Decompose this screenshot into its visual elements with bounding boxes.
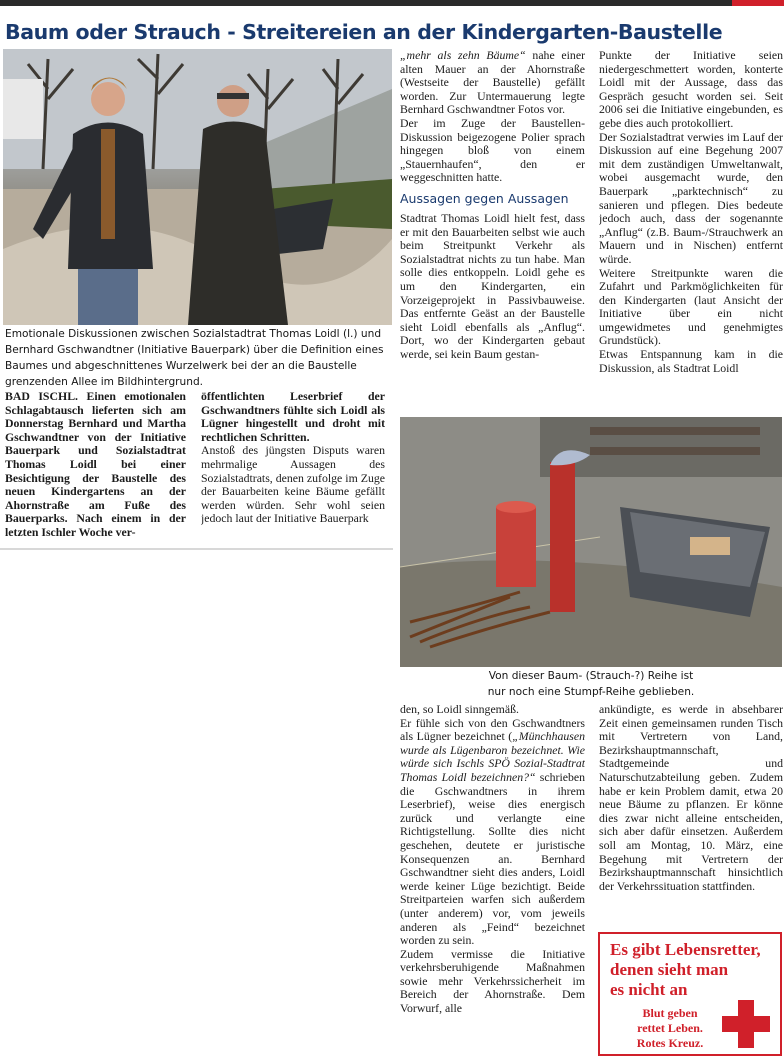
caption-line: Von dieser Baum- (Strauch-?) Reihe ist [488,670,694,682]
photo-discussion-graphic [3,49,392,325]
photo-caption-2 [400,668,782,700]
article-column-6 [599,703,783,928]
article-paragraph: Der im Zuge der Baustellen-Diskussion beigezogene Polier sprach hingegen bloß von einem „Stauernhaufen“, den er weggeschnitten hatte. [400,115,585,185]
article-paragraph [400,717,585,948]
page-fold [0,548,393,550]
article-column-1 [5,390,186,540]
article-text: Er fühle sich von den Gschwandtners als Lügner bezeichnet ( [400,715,585,744]
photo-discussion [3,49,392,325]
ad-headline [610,940,780,1000]
headline: Baum oder Strauch - Streitereien an der Kindergarten-Baustelle [5,20,723,44]
caption-line: nur noch eine Stumpf-Reihe geblieben. [487,686,695,698]
quote: „Münchhausen wurde als Lügenbaron bezeichnet. Wie würde sich Ischls SPÖ Sozial-Stadtrat Thomas Loidl bezeichnen?“ [400,729,585,784]
article-paragraph: Etwas Entspannung kam in die Diskussion, als Stadtrat Loidl [599,347,783,375]
red-cross-icon [722,1000,770,1048]
article-column-3 [400,49,585,411]
article-lead-continued: öffentlichten Leserbrief der Gschwandtners fühlte sich Loidl als Lügner hingestellt und droht mit rechtlichen Schritten. [201,390,385,444]
ad-slogan-line: rettet Leben. [637,1021,703,1035]
article-column-5 [400,703,585,1061]
photo-caption: Emotionale Diskussionen zwischen Sozialstadtrat Thomas Loidl (l.) und Bernhard Gschwandtner (Initiative Bauerpark) über die Definition eines Baumes und abgeschnittenes Wurzelwerk bei der an die Baustelle grenzenden Allee im Bildhintergrund. [5,328,384,388]
article-lead: BAD ISCHL. Einen emotionalen Schlagabtausch lieferten sich am Donnerstag Bernhard und Martha Gschwandtner von der Initiative Bauerpark und Sozialstadtrat Thomas Loidl bei einer Besichtigung der Baustelle des neuen Kindergartens an der Ahornstraße am Fuße des Bauerparks. Nach einem in der letzten Ischler Woche ver- [5,390,186,539]
article-paragraph: Stadtrat Thomas Loidl hielt fest, dass er mit den Bauarbeiten selbst wie auch beim Streitpunkt Verkehr als Sozialstadtrat nichts zu tun habe. Man solle dies entkoppeln. Loidl gehe es um den Kindergarten, ein Vorzeigeprojekt in Passivbauweise. Das entfernte Geäst an der Baustelle sieht Loidl ebenfalls als „Anflug“. Dort, wo der Kindergarten gebaut werde, sei kein Baum gestan- [400,210,585,361]
article-paragraph: Punkte der Initiative seien niedergeschmettert worden, konterte Loidl mit der Aussage, dass das Gespräch gesucht worden sei. Seit 2006 sei die Initiative eingebunden, es gebe dies auch protokolliert. [599,49,783,130]
article-column-4 [599,49,783,411]
article-paragraph: Weitere Streitpunkte waren die Zufahrt und Parkmöglichkeiten für den Kindergarten (laut Ansicht der Initiative über ein nicht umgewidmetes und genehmigtes Grundstück). [599,265,783,348]
ad-headline-line: denen sieht man [610,960,729,979]
photo-stumps [400,417,782,667]
header-rule [0,0,784,6]
subheading: Aussagen gegen Aussagen [400,190,569,206]
article-paragraph: Zudem vermisse die Initiative verkehrsberuhigende Maßnahmen sowie mehr Verkehrssicherheit im Bereich der Ahornstraße. Dem Vorwurf, alle [400,946,585,1016]
ad-headline-line: Es gibt Lebensretter, [610,940,761,959]
quote: „mehr als zehn Bäume“ [400,49,526,62]
ad-slogan-line: Rotes Kreuz. [636,1036,704,1050]
article-text: nahe einer alten Mauer an der Ahornstraße (Westseite der Baustelle) gefällt worden. Zur Untermauerung legte Bernhard Gschwandtner Fotos vor. [400,49,585,117]
photo-stumps-graphic [400,417,782,667]
article-paragraph: Anstoß des jüngsten Disputs waren mehrmalige Aussagen des Sozialstadtrats, denen zufolge im Zuge der Bauarbeiten keine Bäume gefällt werden würden. Sehr wohl seien jedoch laut der Initiative Bauerpark [201,443,385,526]
article-paragraph: den, so Loidl sinngemäß. [400,703,519,716]
article-paragraph: Der Sozialstadtrat verwies im Lauf der Diskussion auf eine Begehung 2007 mit dem zuständigen Umweltanwalt, wobei ausgemacht wurde, den Bauerpark „parktechnisch“ zu sanieren und pflegen. Dies bedeute jedoch auch, dass der sogenannte „Anflug“ (z.B. Baum-/Strauchwerk an Mauern und in Nischen) entfernt würde. [599,129,783,266]
article-paragraph [400,49,585,117]
ad-slogan [620,1006,720,1051]
article-paragraph: ankündigte, es werde in absehbarer Zeit einen gemeinsamen runden Tisch mit Vertretern von Land, Bezirkshauptmannschaft, Stadtgemeinde und Naturschutzabteilung geben. Zudem habe er kein Problem damit, etwa 20 neue Bäume zu pflanzen. Er könne dies zwar nicht alleine entscheiden, sich aber dafür einsetzen. Außerdem soll am Montag, 10. März, eine Begehung mit Vertretern der Bezirkshauptmannschaft hinsichtlich der Verkehrssituation stattfinden. [599,703,783,893]
article-text: schrieben die Gschwandtners in ihrem Leserbrief), weise dies energisch zurück und verlangte eine Richtigstellung. Sollte dies nicht geschehen, deutete er juristische Konsequenzen an. Bernhard Gschwandtner sieht dies anders, Loidl werde keiner Lüge bezichtigt. Beide Streitparteien warfen sich außerdem (unter anderem) vor, vom jeweils anderen als „Feind“ bezeichnet worden zu sein. [400,769,585,948]
article-column-2 [201,390,385,540]
ad-headline-line: es nicht an [610,980,688,999]
ad-slogan-line: Blut geben [642,1006,698,1020]
red-cross-ad [598,932,782,1056]
section-tag [732,0,784,6]
